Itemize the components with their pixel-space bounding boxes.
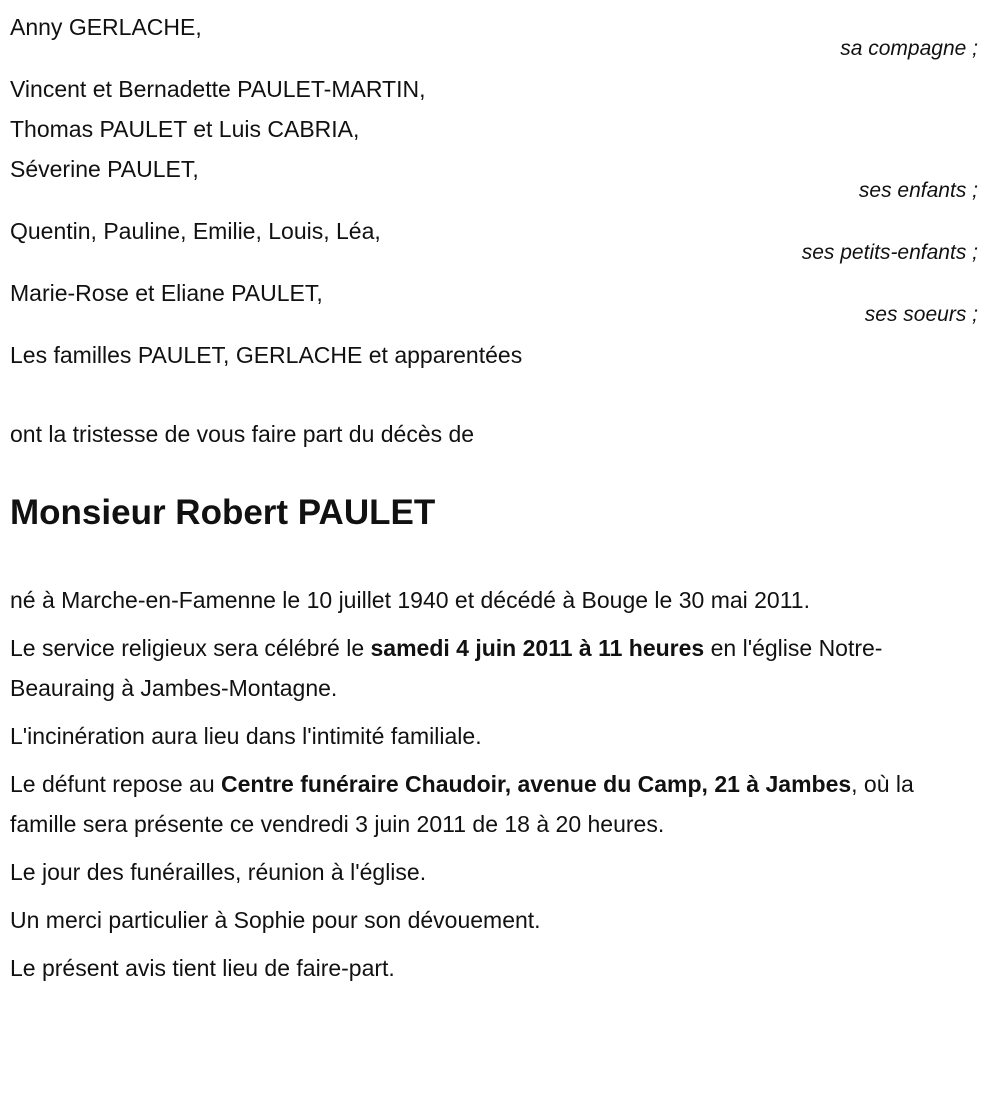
service-paragraph	[10, 628, 985, 708]
family-group-families	[10, 335, 978, 375]
family-name: Anny GERLACHE,	[10, 14, 202, 40]
notice-paragraph: Le présent avis tient lieu de faire-part.	[10, 955, 395, 981]
thanks-paragraph: Un merci particulier à Sophie pour son dévouement.	[10, 907, 541, 933]
service-date: samedi 4 juin 2011 à 11 heures	[370, 635, 705, 661]
family-role: ses soeurs ;	[864, 303, 978, 326]
cremation-paragraph: L'incinération aura lieu dans l'intimité familiale.	[10, 723, 482, 749]
family-name: Les familles PAULET, GERLACHE et apparentées	[10, 342, 523, 368]
details	[10, 580, 985, 988]
family-group-children	[10, 69, 978, 202]
service-place: en l'église Notre-Beauraing à Jambes-Montagne.	[10, 635, 883, 701]
family-group-grandchildren	[10, 211, 978, 264]
deceased-name: Monsieur Robert PAULET	[10, 493, 436, 532]
funeral-home: Centre funéraire Chaudoir, avenue du Camp, 21 à Jambes	[221, 771, 852, 797]
family-name: Séverine PAULET,	[10, 156, 199, 182]
family-group-sisters	[10, 273, 978, 326]
family-name: Quentin, Pauline, Emilie, Louis, Léa,	[10, 218, 381, 244]
rest-paragraph	[10, 764, 985, 844]
birth-death-paragraph: né à Marche-en-Famenne le 10 juillet 1940 et décédé à Bouge le 30 mai 2011.	[10, 587, 810, 613]
visiting-hours: , où la famille sera présente ce vendredi 3 juin 2011 de 18 à 20 heures.	[10, 771, 914, 837]
family-group-companion	[10, 7, 978, 60]
family-name: Marie-Rose et Eliane PAULET,	[10, 280, 323, 306]
family-name: Vincent et Bernadette PAULET-MARTIN,	[10, 76, 426, 102]
meeting-paragraph: Le jour des funérailles, réunion à l'église.	[10, 859, 427, 885]
family-role: ses petits-enfants ;	[801, 241, 978, 264]
rest-text: Le défunt repose au	[10, 771, 221, 797]
family-role: ses enfants ;	[858, 179, 978, 202]
family-name: Thomas PAULET et Luis CABRIA,	[10, 116, 360, 142]
service-text: Le service religieux sera célébré le	[10, 635, 371, 661]
family-role: sa compagne ;	[840, 37, 978, 60]
announcement-intro: ont la tristesse de vous faire part du décès de	[10, 421, 475, 447]
